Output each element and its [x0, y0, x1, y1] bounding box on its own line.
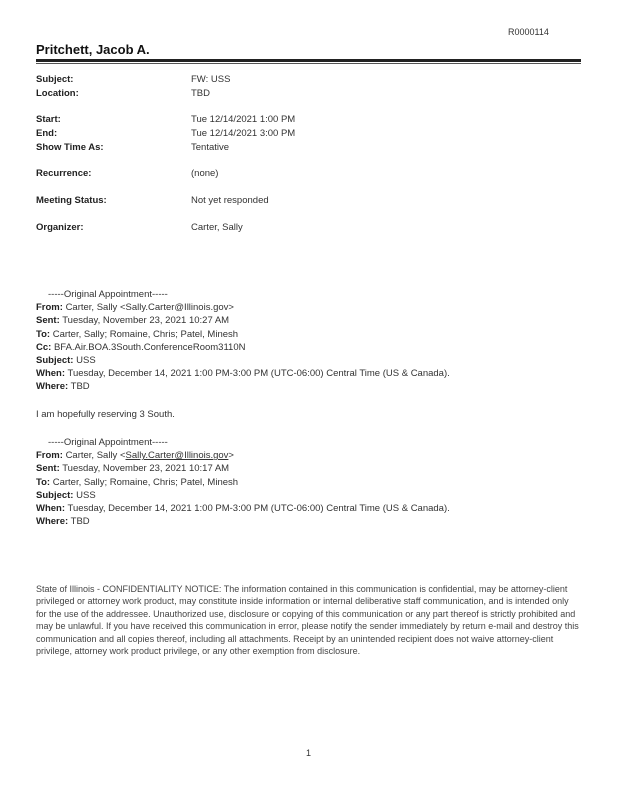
subject-label: Subject: — [36, 355, 74, 367]
from-line — [36, 449, 450, 462]
where-label: Where: — [36, 381, 69, 393]
cc-label: Cc: — [36, 341, 52, 353]
where-value: TBD — [70, 381, 90, 393]
location-value: TBD — [191, 88, 210, 99]
confidentiality-notice: State of Illinois - CONFIDENTIALITY NOTICE: The information contained in this communication is confidential, may be attorney-client privileged or attorney work product, may constitute inside information or internal deliberative staff communication, and is intended only for the use of the addressee. Unauthorized use, disclosure or copying of this communication or any part thereof is strictly prohibited and may be unlawful. If you have received this communication in error, please notify the sender immediately by return e-mail and destroy this communication and all copies thereof, including all attachments. Receipt by an unintended recipient does not waive attorney-client privilege, attorney work product privilege, or any other exemption from disclosure. — [36, 584, 579, 657]
original-appointment-header: -----Original Appointment----- — [48, 289, 168, 300]
location-label: Location: — [36, 88, 79, 99]
when-label: When: — [36, 503, 66, 515]
when-line — [36, 367, 450, 380]
to-value: Carter, Sally; Romaine, Chris; Patel, Minesh — [52, 476, 239, 488]
when-line — [36, 502, 450, 515]
to-line — [36, 328, 450, 341]
to-label: To: — [36, 328, 51, 340]
where-line — [36, 380, 450, 393]
header-rule — [36, 59, 581, 62]
to-line — [36, 476, 450, 489]
from-email-link[interactable]: Sally.Carter@Illinois.gov — [125, 450, 229, 462]
when-value: Tuesday, December 14, 2021 1:00 PM-3:00 PM (UTC-06:00) Central Time (US & Canada). — [67, 368, 450, 380]
recurrence-label: Recurrence: — [36, 168, 92, 179]
cc-value: BFA.Air.BOA.3South.ConferenceRoom3110N — [53, 341, 246, 353]
subject-line — [36, 354, 450, 367]
sent-value: Tuesday, November 23, 2021 10:17 AM — [62, 463, 230, 475]
subject-value: FW: USS — [191, 74, 231, 85]
sent-label: Sent: — [36, 315, 60, 327]
meeting-status-value: Not yet responded — [191, 195, 269, 206]
bates-number: R0000114 — [508, 27, 549, 37]
when-label: When: — [36, 368, 66, 380]
when-value: Tuesday, December 14, 2021 1:00 PM-3:00 PM (UTC-06:00) Central Time (US & Canada). — [67, 503, 450, 515]
sent-line — [36, 462, 450, 475]
original-appointment-header: -----Original Appointment----- — [48, 437, 168, 448]
to-label: To: — [36, 476, 51, 488]
from-suffix: > — [228, 450, 234, 462]
original-appointment-1 — [36, 288, 450, 394]
from-line — [36, 301, 450, 314]
where-value: TBD — [70, 516, 90, 528]
organizer-value: Carter, Sally — [191, 222, 243, 233]
show-time-value: Tentative — [191, 142, 230, 153]
sent-value: Tuesday, November 23, 2021 10:27 AM — [62, 315, 230, 327]
organizer-label: Organizer: — [36, 222, 84, 233]
from-label: From: — [36, 302, 63, 314]
sent-label: Sent: — [36, 463, 60, 475]
subject-line — [36, 489, 450, 502]
author-name: Pritchett, Jacob A. — [36, 42, 150, 57]
subject-value: USS — [76, 489, 96, 501]
cc-line — [36, 341, 450, 354]
start-label: Start: — [36, 114, 61, 125]
sent-line — [36, 314, 450, 327]
subject-value: USS — [76, 355, 96, 367]
header-rule-thin — [36, 63, 581, 64]
from-prefix: Carter, Sally < — [65, 450, 126, 462]
body-note: I am hopefully reserving 3 South. — [36, 409, 175, 420]
subject-label: Subject: — [36, 74, 74, 85]
end-value: Tue 12/14/2021 3:00 PM — [191, 128, 296, 139]
where-line — [36, 515, 450, 528]
page-number: 1 — [306, 748, 312, 758]
end-label: End: — [36, 128, 58, 139]
original-appointment-2 — [36, 436, 450, 528]
meeting-status-label: Meeting Status: — [36, 195, 107, 206]
show-time-label: Show Time As: — [36, 142, 104, 153]
from-value: Carter, Sally <Sally.Carter@Illinois.gov> — [65, 302, 234, 314]
where-label: Where: — [36, 516, 69, 528]
from-label: From: — [36, 450, 63, 462]
recurrence-value: (none) — [191, 168, 219, 179]
start-value: Tue 12/14/2021 1:00 PM — [191, 114, 296, 125]
subject-label: Subject: — [36, 489, 74, 501]
to-value: Carter, Sally; Romaine, Chris; Patel, Minesh — [52, 328, 239, 340]
